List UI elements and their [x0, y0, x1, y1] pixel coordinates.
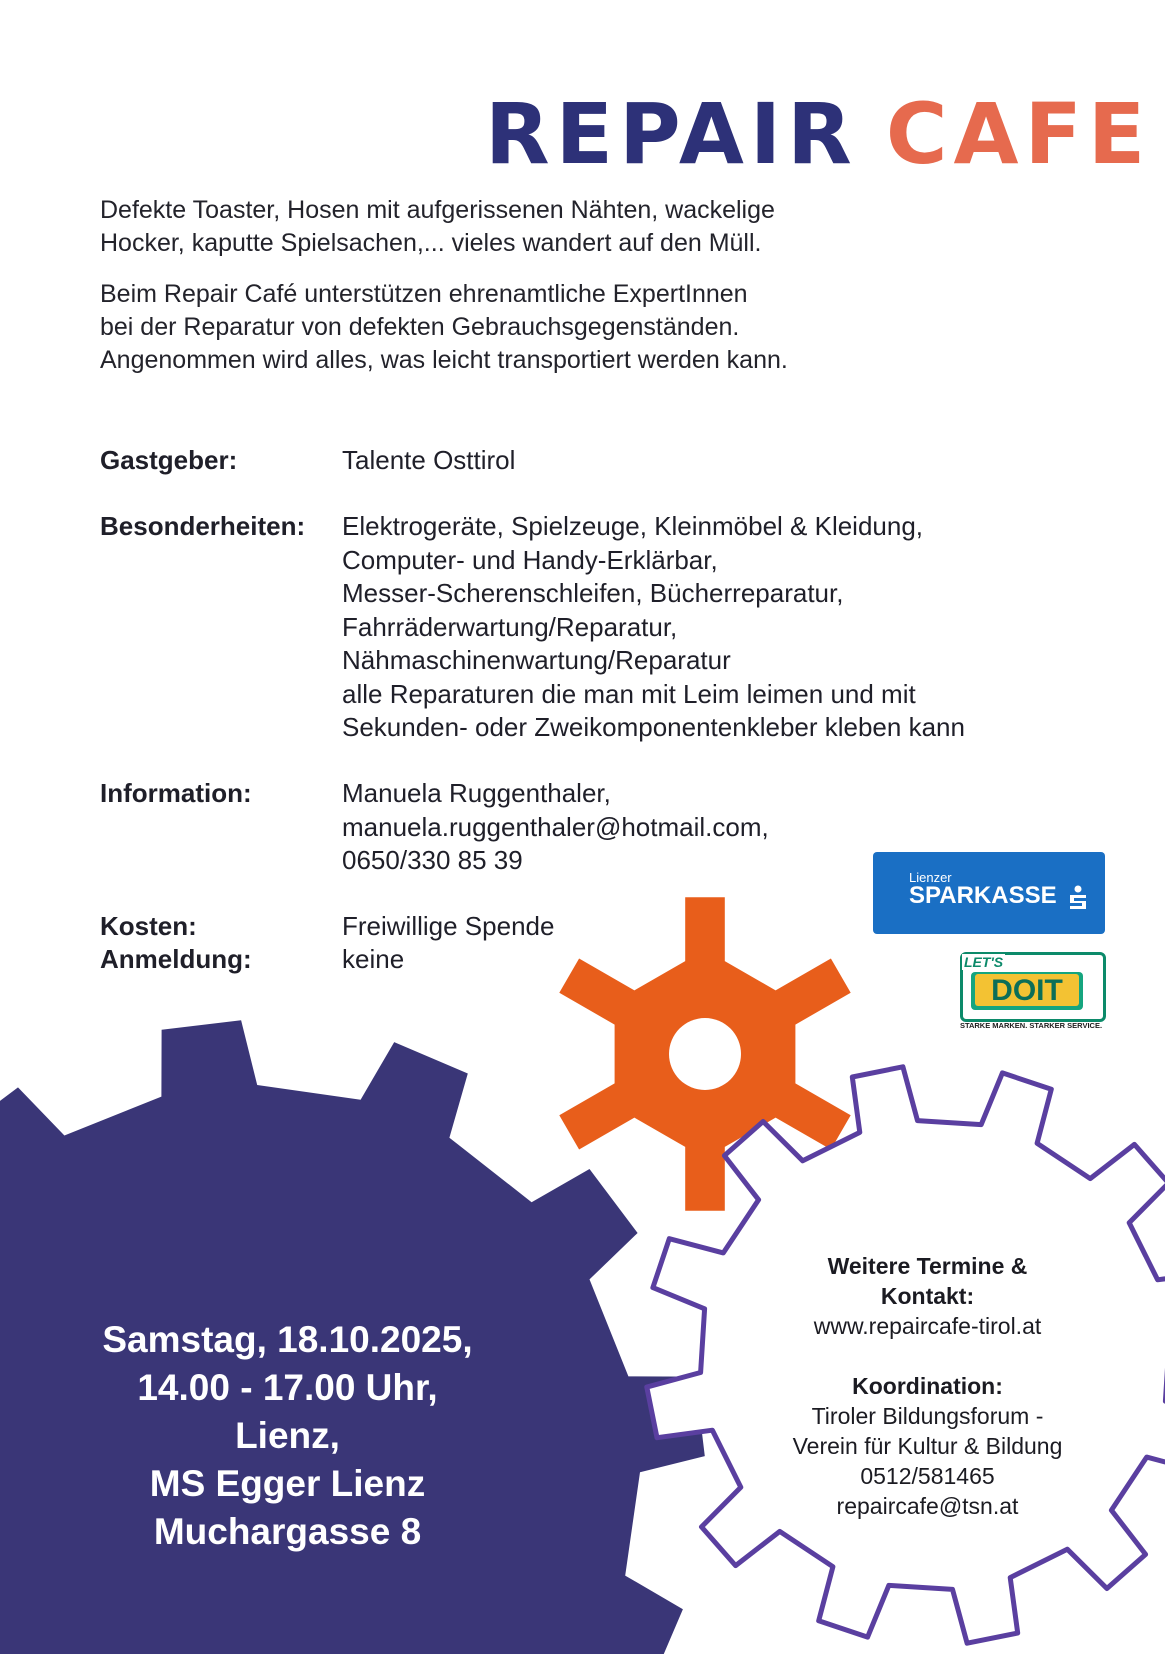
value-line: Fahrräderwartung/Reparatur,: [342, 611, 678, 642]
contact-email: manuela.ruggenthaler@hotmail.com,: [342, 811, 769, 842]
doit-main: DOIT: [991, 974, 1063, 1007]
sparkasse-logo: [873, 852, 1105, 934]
contact-phone: 0650/330 85 39: [342, 845, 523, 875]
doit-logo: [957, 950, 1105, 1034]
intro-line: Angenommen wird alles, was leicht transportiert werden kann.: [100, 346, 788, 374]
value-kosten: [342, 910, 554, 944]
label-anmeldung: Anmeldung:: [100, 944, 252, 974]
value-line: Manuela Ruggenthaler,: [342, 778, 611, 808]
intro-paragraph-1: [100, 194, 1000, 260]
sparkasse-name: SPARKASSE: [909, 882, 1057, 909]
event-venue: MS Egger Lienz: [149, 1463, 426, 1504]
event-date: Samstag, 18.10.2025,: [102, 1319, 473, 1360]
contact-block: [745, 1251, 1110, 1521]
value-line: Messer-Scherenschleifen, Bücherreparatur,: [342, 578, 844, 608]
value-line: keine: [342, 944, 405, 974]
doit-top: LET'S: [964, 954, 1004, 970]
contact-website: www.repaircafe-tirol.at: [813, 1313, 1042, 1339]
value-line: Nähmaschinenwartung/Reparatur: [342, 645, 731, 675]
value-line: Sekunden- oder Zweikomponentenkleber kleben kann: [342, 712, 965, 742]
contact-heading: Kontakt:: [880, 1283, 975, 1309]
sparkasse-small-text: Lienzer: [909, 870, 952, 885]
label-kosten: Kosten:: [100, 911, 197, 941]
value-anmeldung: [342, 943, 404, 977]
contact-email: repaircafe@tsn.at: [836, 1493, 1019, 1519]
event-time: 14.00 - 17.00 Uhr,: [137, 1367, 438, 1408]
intro-paragraph-2: [100, 278, 1000, 377]
label-gastgeber: Gastgeber:: [100, 445, 238, 475]
title-repair: REPAIR: [485, 85, 858, 183]
value-line: alle Reparaturen die man mit Leim leimen und mit: [342, 678, 916, 709]
value-line: Talente Osttirol: [342, 445, 516, 475]
contact-phone: 0512/581465: [860, 1463, 995, 1489]
value-line: Elektrogeräte, Spielzeuge, Kleinmöbel & Kleidung,: [342, 511, 924, 541]
intro-line: bei der Reparatur von defekten Gebrauchsgegenständen.: [100, 313, 740, 341]
label-information: Information:: [100, 778, 252, 808]
event-city: Lienz,: [235, 1415, 340, 1456]
sparkasse-s-icon: [1067, 885, 1089, 911]
value-gastgeber: [342, 444, 515, 478]
value-besonderheiten: [342, 510, 965, 745]
intro-line: Defekte Toaster, Hosen mit aufgerissenen Nähten, wackelige: [100, 196, 775, 224]
contact-org: Tiroler Bildungsforum -: [811, 1403, 1044, 1429]
contact-org: Verein für Kultur & Bildung: [792, 1433, 1063, 1459]
page-title: [485, 85, 1152, 183]
value-information: [342, 777, 769, 878]
doit-tagline: STARKE MARKEN. STARKER SERVICE.: [959, 1021, 1103, 1030]
value-line: Freiwillige Spende: [342, 911, 555, 941]
intro-line: Beim Repair Café unterstützen ehrenamtliche ExpertInnen: [100, 280, 748, 308]
contact-heading: Weitere Termine &: [827, 1253, 1028, 1279]
value-line: Computer- und Handy-Erklärbar,: [342, 544, 718, 575]
event-address: Muchargasse 8: [153, 1511, 422, 1552]
doit-badge: [971, 972, 1083, 1010]
intro-line: Hocker, kaputte Spielsachen,... vieles wandert auf den Müll.: [100, 229, 762, 257]
koordination-heading: Koordination:: [852, 1373, 1003, 1399]
title-cafe: CAFE: [885, 85, 1152, 183]
event-details: [45, 1316, 530, 1556]
label-besonderheiten: Besonderheiten:: [100, 511, 306, 541]
